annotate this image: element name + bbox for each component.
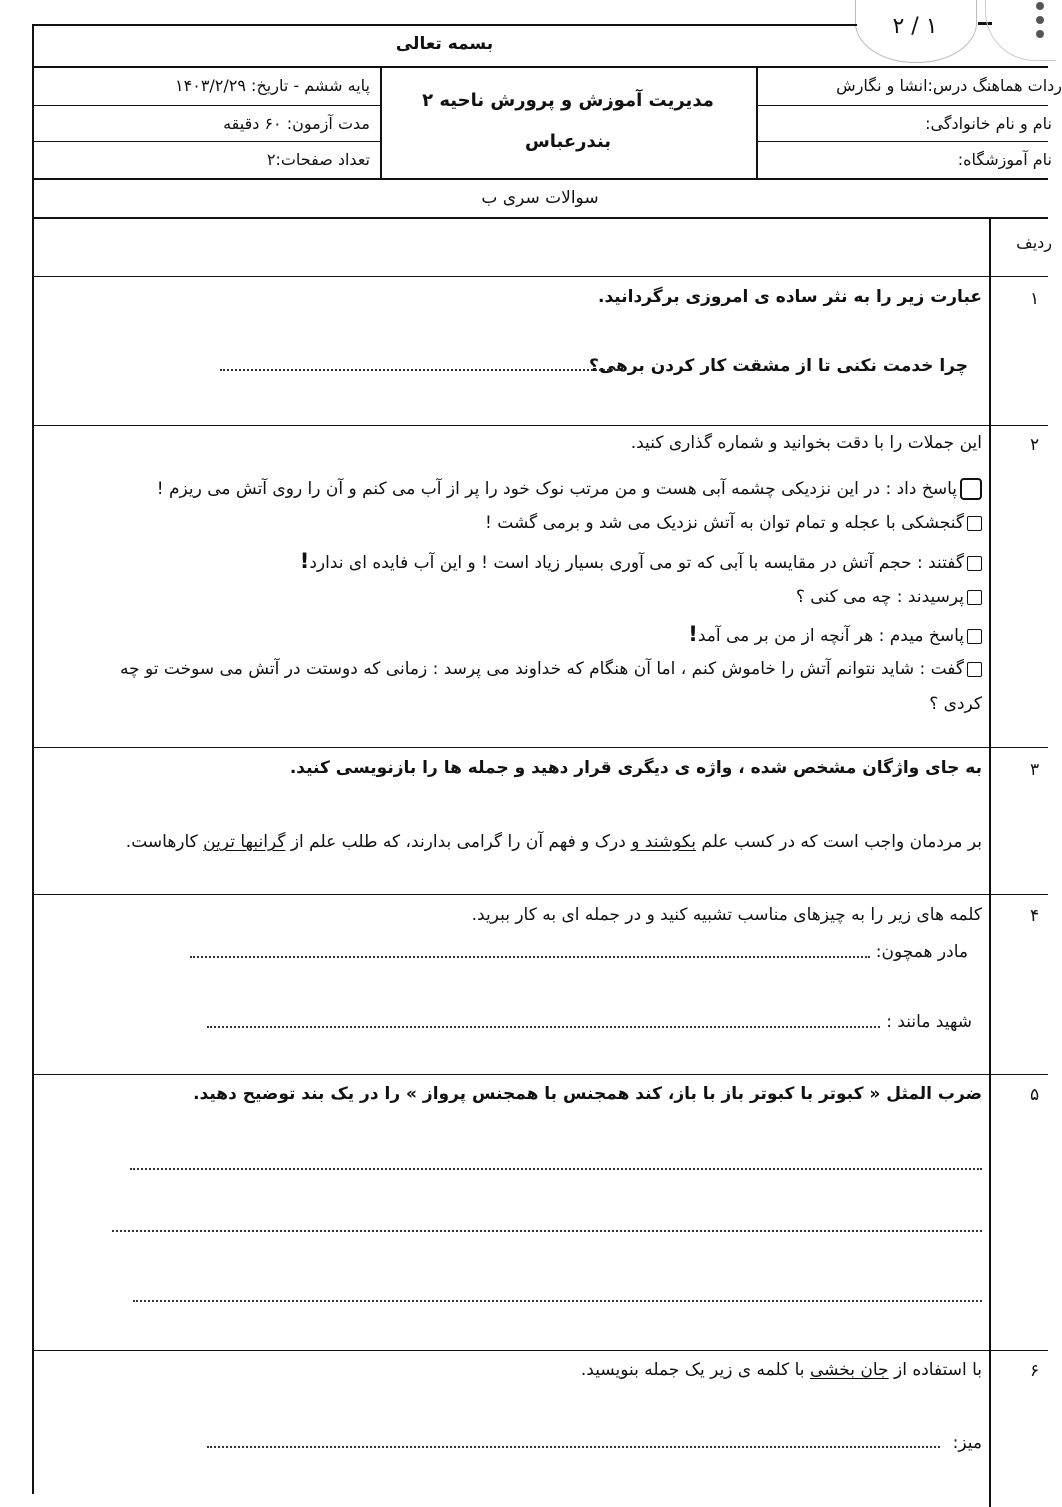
exam-duration: مدت آزمون: ۶۰ دقیقه <box>223 114 370 133</box>
checkbox-icon[interactable] <box>967 662 982 677</box>
list-item[interactable]: پاسخ داد : در این نزدیکی چشمه آبی هست و من مرتب نوک خود را پر از آب می کنم و آن را روی آتش می ریزم ! <box>60 478 982 500</box>
row-column-header: ردیف <box>1016 233 1052 252</box>
list-item[interactable]: گفت : شاید نتوانم آتش را خاموش کنم ، اما آن هنگام که خداوند می پرسد : زمانی که دوستت در آتش می سوخت تو چه <box>60 659 982 679</box>
series-label: سوالات سری ب <box>481 188 599 208</box>
checkbox-icon[interactable] <box>967 590 982 605</box>
question-prompt: این جملات را با دقت بخوانید و شماره گذاری کنید. <box>630 433 982 453</box>
list-item-continuation: کردی ؟ <box>929 694 982 714</box>
office-city: بندرعباس <box>524 131 612 152</box>
answer-line[interactable] <box>220 369 620 371</box>
answer-line[interactable] <box>207 1026 880 1028</box>
list-item[interactable]: پرسیدند : چه می کنی ؟ <box>60 587 982 607</box>
question-number: ۶ <box>1030 1361 1040 1381</box>
checkbox-icon[interactable] <box>960 478 982 500</box>
name-field-label: نام و نام خانوادگی: <box>925 114 1052 133</box>
answer-label: مادر همچون: <box>875 942 968 962</box>
question-number: ۵ <box>1030 1085 1040 1105</box>
header-title: بسمه تعالی <box>395 34 494 54</box>
list-item[interactable]: گفتند : حجم آتش در مقایسه با آبی که تو می آوری بسیار زیاد است ! و این آب فایده ای ندارد! <box>60 549 982 573</box>
question-number: ۴ <box>1030 906 1040 926</box>
question-prompt: کلمه های زیر را به چیزهای مناسب تشبیه کنید و در جمله ای به کار ببرید. <box>471 905 982 925</box>
question-sentence: بر مردمان واجب است که در کسب علم بکوشند و درک و فهم آن را گرامی بدارند، که طلب علم از گرانبها ترین کارهاست. <box>125 832 982 852</box>
question-prompt: عبارت زیر را به نثر ساده ی امروزی برگردانید. <box>598 287 982 307</box>
list-item[interactable]: گنجشکی با عجله و تمام توان به آتش نزدیک می شد و برمی گشت ! <box>60 513 982 533</box>
school-field-label: نام آموزشگاه: <box>957 150 1052 169</box>
answer-line[interactable] <box>190 956 870 958</box>
question-number: ۱ <box>1030 289 1040 309</box>
answer-line[interactable] <box>207 1446 940 1448</box>
list-item[interactable]: پاسخ میدم : هر آنچه از من بر می آمد! <box>60 622 982 646</box>
answer-label: شهید مانند : <box>886 1012 972 1032</box>
checkbox-icon[interactable] <box>967 516 982 531</box>
answer-line[interactable] <box>112 1230 982 1232</box>
page-indicator: ۲ / ۱ <box>892 14 938 39</box>
answer-line[interactable] <box>130 1168 982 1170</box>
corner-dots-icon <box>1036 2 1046 52</box>
question-prompt: به جای واژگان مشخص شده ، واژه ی دیگری قرار دهید و جمله ها را بازنویسی کنید. <box>289 758 982 778</box>
question-sentence: چرا خدمت نکنی تا از مشقت کار کردن برهی؟ <box>589 356 968 376</box>
checkbox-icon[interactable] <box>967 629 982 644</box>
office-name: مدیریت آموزش و پرورش ناحیه ۲ <box>422 90 714 111</box>
subject-label: ردات هماهنگ درس:انشا و نگارش <box>836 76 1062 95</box>
question-prompt: با استفاده از جان بخشی با کلمه ی زیر یک جمله بنویسید. <box>580 1360 982 1380</box>
page-count: تعداد صفحات:۲ <box>266 150 370 169</box>
question-number: ۲ <box>1030 435 1040 455</box>
grade-date: پایه ششم - تاریخ: ۱۴۰۳/۲/۲۹ <box>175 76 370 95</box>
answer-line[interactable] <box>133 1300 982 1302</box>
checkbox-icon[interactable] <box>967 556 982 571</box>
question-number: ۳ <box>1030 760 1040 780</box>
question-prompt: ضرب المثل « کبوتر با کبوتر باز با باز، کند همجنس با همجنس پرواز » را در یک بند توضیح دهید. <box>193 1084 982 1104</box>
answer-label: میز: <box>952 1433 982 1453</box>
